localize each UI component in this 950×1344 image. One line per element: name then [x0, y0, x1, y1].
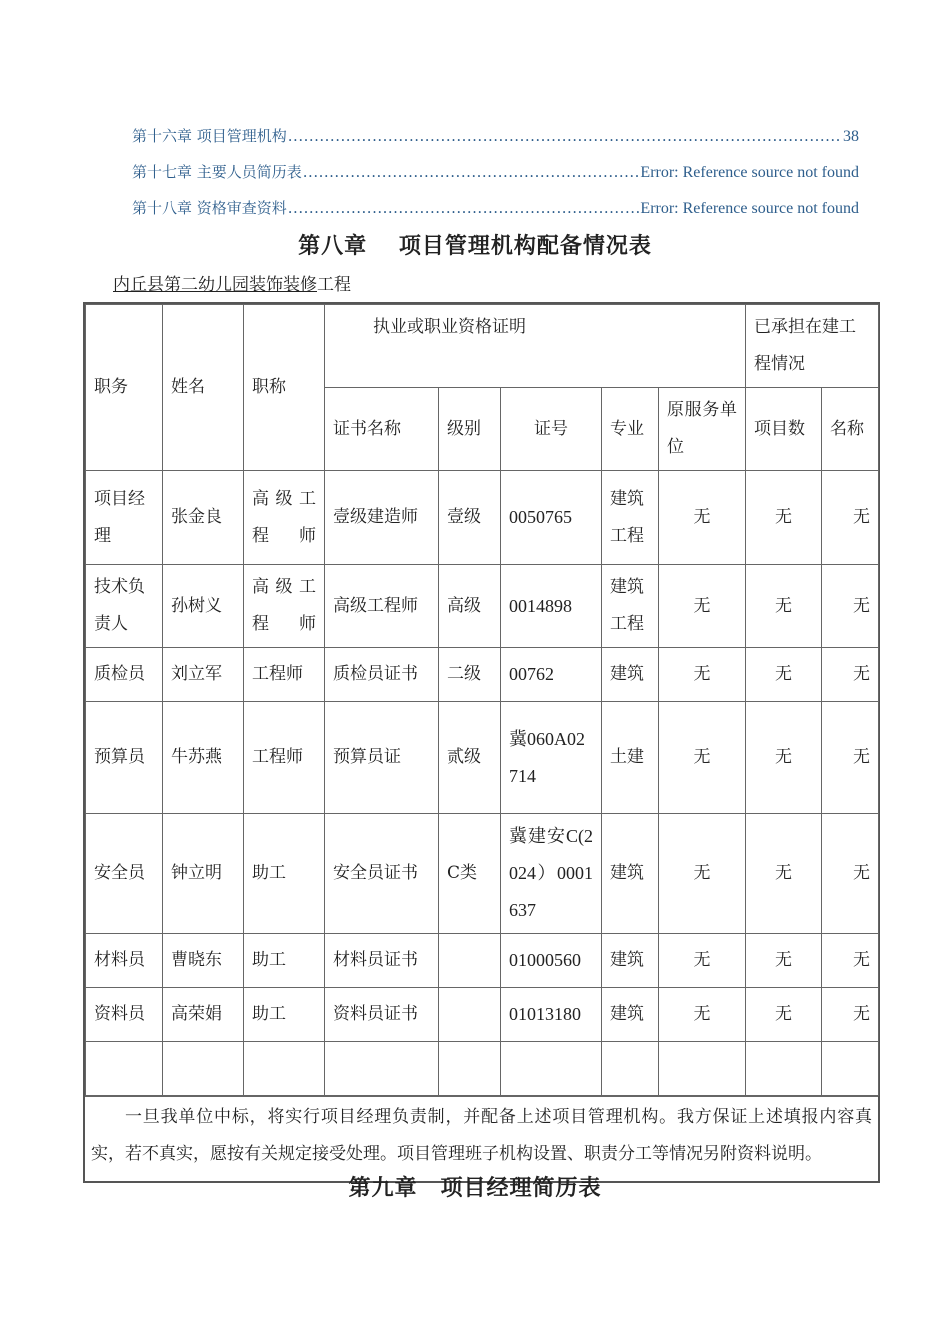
empty-cell	[746, 1042, 822, 1096]
cell-project-name: 无	[822, 814, 879, 934]
header-cert-no: 证号	[501, 388, 602, 471]
cell-project-count: 无	[746, 648, 822, 702]
table-row	[86, 988, 879, 1042]
cell-former-unit: 无	[659, 702, 746, 814]
cell-project-name: 无	[822, 565, 879, 648]
table-row	[86, 648, 879, 702]
cell-level: 二级	[439, 648, 501, 702]
project-name-underlined: 内丘县第二幼儿园装饰装修	[113, 275, 317, 295]
cell-project-name: 无	[822, 648, 879, 702]
cell-cert-no: 01000560	[501, 934, 602, 988]
cell-level	[439, 988, 501, 1042]
cell-title: 助工	[244, 988, 325, 1042]
cell-name: 张金良	[163, 471, 244, 565]
cell-cert-name: 高级工程师	[325, 565, 439, 648]
chapter-8-title: 第八章 项目管理机构配备情况表	[298, 234, 652, 259]
toc-entry-page: Error: Reference source not found	[640, 200, 859, 217]
cell-name: 高荣娟	[163, 988, 244, 1042]
cell-former-unit: 无	[659, 814, 746, 934]
cell-cert-name: 预算员证	[325, 702, 439, 814]
header-position: 职务	[86, 305, 163, 471]
cell-cert-no: 冀建安C(2024）0001637	[501, 814, 602, 934]
cell-project-name: 无	[822, 702, 879, 814]
table-row	[86, 814, 879, 934]
empty-cell	[822, 1042, 879, 1096]
commitment-note: 一旦我单位中标，将实行项目经理负责制，并配备上述项目管理机构。我方保证上述填报内容真实，若不真实，愿按有关规定接受处理。项目管理班子机构设置、职责分工等情况另附资料说明。	[85, 1096, 878, 1181]
cell-major: 建筑	[602, 988, 659, 1042]
cell-position: 资料员	[86, 988, 163, 1042]
cell-position: 技术负责人	[86, 565, 163, 648]
cell-project-name: 无	[822, 988, 879, 1042]
table-row	[86, 471, 879, 565]
cell-level	[439, 934, 501, 988]
cell-project-count: 无	[746, 988, 822, 1042]
cell-cert-no: 01013180	[501, 988, 602, 1042]
cell-major: 建筑	[602, 814, 659, 934]
toc-entry-label: 第十七章 主要人员简历表	[132, 163, 302, 181]
cell-level: 壹级	[439, 471, 501, 565]
cell-title: 助工	[244, 814, 325, 934]
cell-former-unit: 无	[659, 988, 746, 1042]
cell-major: 建筑工程	[602, 565, 659, 648]
toc-leader-dots	[288, 127, 842, 145]
cell-cert-name: 安全员证书	[325, 814, 439, 934]
cell-position: 安全员	[86, 814, 163, 934]
cell-former-unit: 无	[659, 471, 746, 565]
cell-cert-no: 0014898	[501, 565, 602, 648]
cell-level: C类	[439, 814, 501, 934]
empty-cell	[86, 1042, 163, 1096]
header-former-unit: 原服务单位	[659, 388, 746, 471]
empty-cell	[325, 1042, 439, 1096]
empty-cell	[501, 1042, 602, 1096]
cell-project-count: 无	[746, 814, 822, 934]
header-ongoing-projects: 已承担在建工程情况	[746, 305, 879, 388]
project-name	[113, 270, 351, 295]
chapter-9-title: 第九章 项目经理简历表	[348, 1176, 602, 1201]
table-row	[86, 565, 879, 648]
table-row	[86, 934, 879, 988]
cell-name: 曹晓东	[163, 934, 244, 988]
header-project-count: 项目数	[746, 388, 822, 471]
cell-name: 刘立军	[163, 648, 244, 702]
toc-entry[interactable]	[132, 197, 859, 219]
cell-project-count: 无	[746, 471, 822, 565]
cell-cert-no: 冀060A02714	[501, 702, 602, 814]
staffing-table	[83, 302, 880, 1183]
header-title: 职称	[244, 305, 325, 471]
header-project-name: 名称	[822, 388, 879, 471]
cell-position: 预算员	[86, 702, 163, 814]
cell-cert-name: 质检员证书	[325, 648, 439, 702]
toc-entry-label: 第十六章 项目管理机构	[132, 127, 287, 145]
cell-cert-no: 00762	[501, 648, 602, 702]
cell-project-count: 无	[746, 934, 822, 988]
cell-former-unit: 无	[659, 565, 746, 648]
cell-former-unit: 无	[659, 934, 746, 988]
cell-position: 材料员	[86, 934, 163, 988]
cell-project-count: 无	[746, 565, 822, 648]
toc-entry[interactable]	[132, 161, 859, 183]
header-name: 姓名	[163, 305, 244, 471]
toc-entry-page: 38	[843, 128, 859, 145]
toc-entry[interactable]	[132, 125, 859, 147]
toc-leader-dots	[303, 163, 640, 181]
cell-title: 高级工程师	[244, 565, 325, 648]
toc-entry-page: Error: Reference source not found	[640, 164, 859, 181]
project-name-suffix: 工程	[317, 275, 351, 295]
cell-former-unit: 无	[659, 648, 746, 702]
cell-name: 钟立明	[163, 814, 244, 934]
empty-cell	[439, 1042, 501, 1096]
empty-cell	[659, 1042, 746, 1096]
cell-name: 牛苏燕	[163, 702, 244, 814]
cell-project-count: 无	[746, 702, 822, 814]
cell-name: 孙树义	[163, 565, 244, 648]
header-cert-name: 证书名称	[325, 388, 439, 471]
toc-leader-dots	[288, 199, 640, 217]
cell-title: 工程师	[244, 702, 325, 814]
cell-position: 项目经理	[86, 471, 163, 565]
cell-cert-no: 0050765	[501, 471, 602, 565]
cell-level: 贰级	[439, 702, 501, 814]
cell-major: 土建	[602, 702, 659, 814]
cell-cert-name: 材料员证书	[325, 934, 439, 988]
cell-cert-name: 壹级建造师	[325, 471, 439, 565]
cell-title: 高级工程师	[244, 471, 325, 565]
toc-entry-label: 第十八章 资格审查资料	[132, 199, 287, 217]
cell-position: 质检员	[86, 648, 163, 702]
empty-cell	[244, 1042, 325, 1096]
cell-project-name: 无	[822, 471, 879, 565]
empty-cell	[602, 1042, 659, 1096]
cell-major: 建筑	[602, 934, 659, 988]
header-qualification: 执业或职业资格证明	[325, 305, 746, 388]
cell-title: 工程师	[244, 648, 325, 702]
cell-major: 建筑	[602, 648, 659, 702]
table-row-empty	[86, 1042, 879, 1096]
table-row	[86, 702, 879, 814]
cell-project-name: 无	[822, 934, 879, 988]
cell-major: 建筑工程	[602, 471, 659, 565]
empty-cell	[163, 1042, 244, 1096]
header-major: 专业	[602, 388, 659, 471]
cell-title: 助工	[244, 934, 325, 988]
header-level: 级别	[439, 388, 501, 471]
cell-level: 高级	[439, 565, 501, 648]
cell-cert-name: 资料员证书	[325, 988, 439, 1042]
